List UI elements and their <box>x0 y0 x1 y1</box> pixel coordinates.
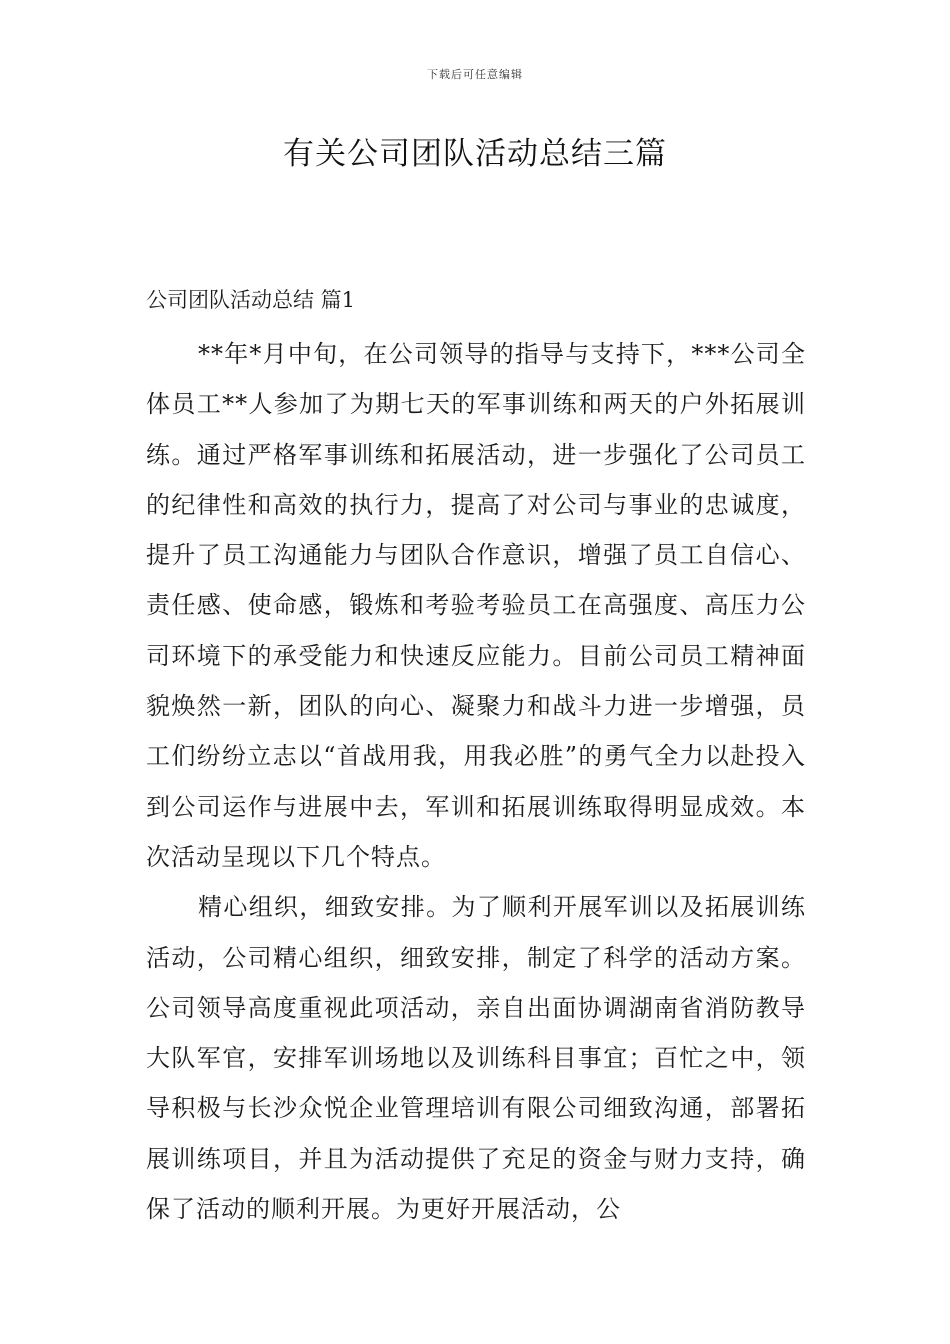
paragraph-2: 精心组织，细致安排。为了顺利开展军训以及拓展训练活动，公司精心组织，细致安排，制定了科学的活动方案。公司领导高度重视此项活动，亲自出面协调湖南省消防教导大队军官，安排军训场地以及训练科目事宜；百忙之中，领导积极与长沙众悦企业管理培训有限公司细致沟通，部署拓展训练项目，并且为活动提供了充足的资金与财力支持，确保了活动的顺利开展。为更好开展活动，公 <box>146 893 806 1224</box>
body-text <box>146 329 806 1234</box>
header-note: 下载后可任意编辑 <box>427 68 523 81</box>
document-title: 有关公司团队活动总结三篇 <box>283 136 667 172</box>
section-heading: 公司团队活动总结 篇1 <box>146 288 356 312</box>
paragraph-1: **年*月中旬，在公司领导的指导与支持下，***公司全体员工**人参加了为期七天的军事训练和两天的户外拓展训练。通过严格军事训练和拓展活动，进一步强化了公司员工的纪律性和高效的执行力，提高了对公司与事业的忠诚度，提升了员工沟通能力与团队合作意识，增强了员工自信心、责任感、使命感，锻炼和考验考验员工在高强度、高压力公司环境下的承受能力和快速反应能力。目前公司员工精神面貌焕然一新，团队的向心、凝聚力和战斗力进一步增强，员工们纷纷立志以“首战用我，用我必胜”的勇气全力以赴投入到公司运作与进展中去，军训和拓展训练取得明显成效。本次活动呈现以下几个特点。 <box>146 340 806 871</box>
